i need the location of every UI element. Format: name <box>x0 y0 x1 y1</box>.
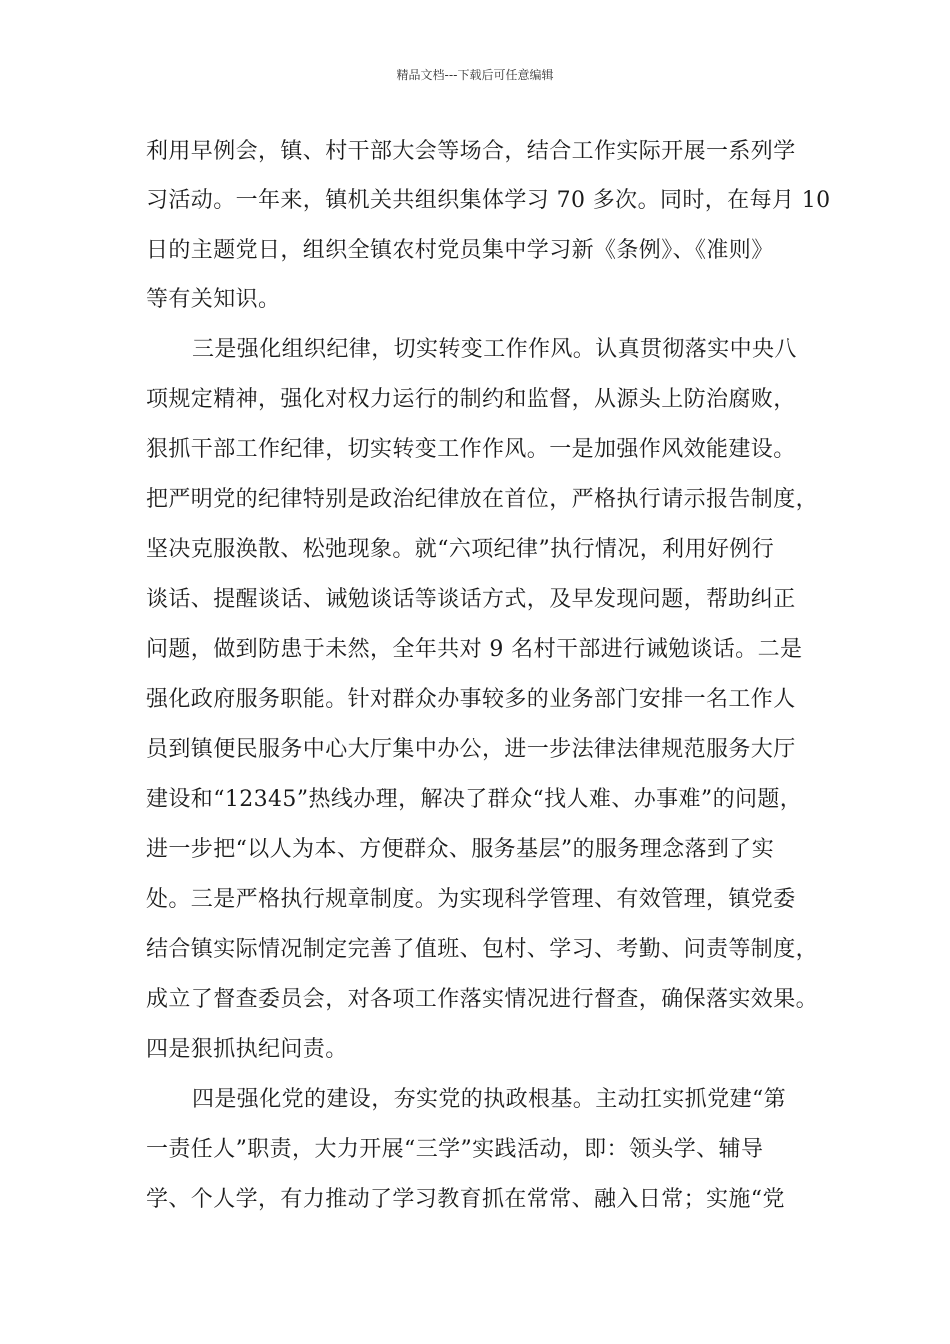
body-line: 四是狠抓执纪问责。 <box>146 1037 348 1062</box>
body-line: 建设和“12345”热线办理，解决了群众“找人难、办事难”的问题， <box>146 787 803 812</box>
paragraph-start-line: 四是强化党的建设，夯实党的执政根基。主动扛实抓党建“第 <box>192 1087 787 1112</box>
body-line: 坚决克服涣散、松弛现象。就“六项纪律”执行情况，利用好例行 <box>146 537 775 562</box>
body-line: 员到镇便民服务中心大厅集中办公，进一步法律法律规范服务大厅 <box>146 737 796 762</box>
body-line: 处。三是严格执行规章制度。为实现科学管理、有效管理，镇党委 <box>146 887 796 912</box>
body-line: 习活动。一年来，镇机关共组织集体学习 70 多次。同时，在每月 10 <box>146 188 831 213</box>
body-line: 日的主题党日，组织全镇农村党员集中学习新《条例》、《准则》 <box>146 238 774 263</box>
body-line: 利用早例会，镇、村干部大会等场合，结合工作实际开展一系列学 <box>146 139 796 164</box>
body-line: 狠抓干部工作纪律，切实转变工作作风。一是加强作风效能建设。 <box>146 437 796 462</box>
body-line: 强化政府服务职能。针对群众办事较多的业务部门安排一名工作人 <box>146 687 796 712</box>
body-line: 成立了督查委员会，对各项工作落实情况进行督查，确保落实效果。 <box>146 987 819 1012</box>
body-line: 等有关知识。 <box>146 287 281 312</box>
body-line: 结合镇实际情况制定完善了值班、包村、学习、考勤、问责等制度， <box>146 937 819 962</box>
paragraph-start-line: 三是强化组织纪律，切实转变工作作风。认真贯彻落实中央八 <box>192 337 797 362</box>
body-line: 项规定精神，强化对权力运行的制约和监督，从源头上防治腐败， <box>146 387 796 412</box>
body-line: 一责任人”职责，大力开展“三学”实践活动，即：领头学、辅导 <box>146 1137 764 1162</box>
body-line: 把严明党的纪律特别是政治纪律放在首位，严格执行请示报告制度， <box>146 487 819 512</box>
body-line: 谈话、提醒谈话、诫勉谈话等谈话方式，及早发现问题，帮助纠正 <box>146 587 796 612</box>
body-line: 学、个人学，有力推动了学习教育抓在常常、融入日常；实施“党 <box>146 1187 785 1212</box>
body-line: 进一步把“以人为本、方便群众、服务基层”的服务理念落到了实 <box>146 837 775 862</box>
page-header: 精品文档---下载后可任意编辑 <box>396 68 554 82</box>
body-line: 问题，做到防患于未然，全年共对 9 名村干部进行诫勉谈话。二是 <box>146 637 803 662</box>
